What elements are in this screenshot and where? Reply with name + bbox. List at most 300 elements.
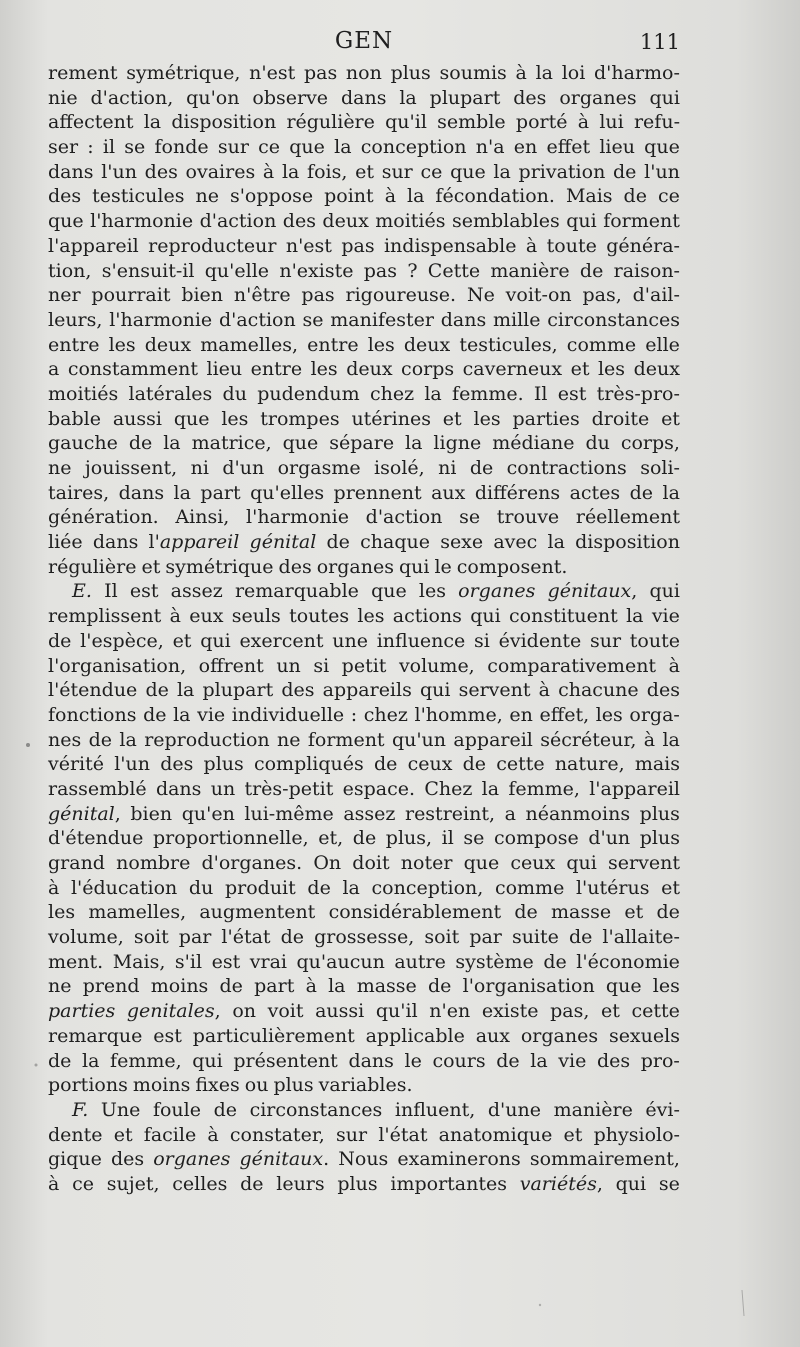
- word: se: [459, 506, 481, 529]
- word: qu'aucun: [296, 950, 385, 973]
- word: système: [455, 950, 534, 973]
- word: privation: [518, 160, 606, 183]
- word: grossesse,: [314, 926, 415, 949]
- word: lieu: [206, 358, 243, 381]
- body-text: [48, 61, 680, 1197]
- word: compose: [494, 827, 579, 850]
- word: trompes: [260, 407, 340, 430]
- word: de: [280, 926, 305, 949]
- word: sécréteur,: [540, 728, 637, 751]
- word: dans: [155, 777, 202, 800]
- word: pas,: [582, 284, 622, 307]
- word: [72, 1098, 88, 1123]
- word: bable: [48, 407, 101, 430]
- word: ser: [48, 136, 79, 159]
- word: que: [463, 852, 500, 874]
- word: n'existe: [279, 259, 354, 282]
- italic-text: E.: [72, 580, 92, 603]
- speck: [35, 1064, 38, 1067]
- word: mille: [492, 308, 541, 331]
- word: les: [357, 605, 385, 628]
- word: d'une: [487, 1098, 541, 1121]
- word: organes: [559, 86, 637, 109]
- word: la: [405, 432, 423, 455]
- word: plus,: [385, 827, 433, 850]
- word: effet: [546, 136, 591, 159]
- word: très-pro-: [596, 382, 680, 405]
- word: constamment: [67, 358, 199, 381]
- word: ne: [48, 975, 72, 998]
- word: se: [658, 1172, 680, 1195]
- word: grand: [48, 852, 105, 874]
- word: l'espèce,: [80, 629, 164, 652]
- word: masse: [356, 975, 417, 998]
- text-line: [48, 209, 680, 234]
- word: est: [557, 382, 587, 405]
- word: trouve: [496, 506, 560, 529]
- text-line: [48, 950, 680, 975]
- word: et: [661, 876, 680, 899]
- word: le: [434, 555, 452, 578]
- word: ceux: [407, 753, 453, 776]
- word: et: [661, 407, 680, 430]
- word: applicable: [365, 1024, 465, 1047]
- word: d'action: [218, 308, 296, 331]
- word: qu'en: [181, 802, 235, 825]
- word: pas: [341, 234, 375, 257]
- word: cette: [496, 753, 545, 776]
- word: constituent: [509, 605, 618, 628]
- word: qu'il: [375, 1000, 418, 1023]
- word: n'a: [475, 136, 505, 159]
- word: cours: [432, 1049, 486, 1072]
- italic-text: génitaux: [239, 1148, 324, 1171]
- word: la: [535, 62, 553, 84]
- word: utérines: [351, 407, 431, 430]
- word: dans: [348, 1049, 394, 1072]
- word: [72, 579, 92, 604]
- word: produit: [224, 876, 296, 899]
- word: l'harmonie: [246, 506, 349, 529]
- word: ligne: [433, 432, 482, 455]
- text-line: [48, 530, 680, 555]
- word: taires,: [48, 481, 110, 504]
- word: droite: [591, 407, 650, 430]
- word: Cette: [427, 259, 481, 282]
- word: chez: [369, 382, 415, 405]
- word: Il: [533, 382, 548, 405]
- word: que: [282, 432, 319, 455]
- word: dans: [118, 481, 165, 504]
- word: restreint,: [404, 802, 496, 825]
- word: d'un: [222, 457, 265, 479]
- word: vie: [558, 1049, 587, 1072]
- word: la: [662, 728, 680, 751]
- word: comparativement: [487, 654, 657, 677]
- word: de: [219, 975, 243, 998]
- word: lui: [599, 111, 624, 134]
- word: pourrait: [91, 284, 171, 307]
- word: se: [302, 308, 324, 331]
- word: de: [352, 827, 377, 850]
- word: que: [644, 136, 680, 159]
- word: [250, 530, 317, 555]
- word: se: [463, 827, 485, 850]
- word: et: [563, 1123, 583, 1146]
- word: dente: [48, 1123, 103, 1146]
- word: dans: [440, 308, 487, 331]
- word: en: [509, 703, 533, 726]
- word: soit: [424, 926, 460, 949]
- word: sur: [589, 629, 622, 652]
- word: de: [428, 975, 452, 998]
- text-line: [48, 283, 680, 308]
- word: doit: [352, 852, 390, 874]
- word: d'organes.: [201, 852, 303, 874]
- word: nature,: [554, 753, 625, 776]
- word: particulièrement: [192, 1024, 355, 1047]
- word: jouissent,: [84, 457, 178, 479]
- word: à: [48, 876, 60, 899]
- word: très-petit: [244, 777, 334, 800]
- word: de: [462, 753, 487, 776]
- word: soumis: [439, 62, 507, 84]
- word: à: [577, 111, 590, 134]
- speck: [539, 1304, 541, 1306]
- word: femme,: [110, 1049, 182, 1072]
- word: en: [513, 136, 538, 159]
- word: appareil: [453, 728, 533, 751]
- word: régulière: [286, 111, 375, 134]
- word: que: [371, 580, 407, 603]
- word: noter: [400, 852, 453, 874]
- word: moitiés: [48, 382, 119, 405]
- word: caverneux: [462, 358, 563, 381]
- word: de: [623, 185, 647, 208]
- word: comme: [566, 333, 637, 356]
- word: sujet,: [106, 1172, 160, 1195]
- word: semble: [437, 111, 506, 134]
- word: de: [48, 629, 72, 652]
- word: toute: [546, 234, 597, 257]
- word: si: [313, 654, 330, 677]
- word: à: [668, 654, 680, 677]
- word: l'allaite-: [602, 926, 680, 949]
- word: moins: [132, 1074, 191, 1097]
- word: offrent: [198, 654, 264, 677]
- text-line: [48, 135, 680, 160]
- word: dans: [92, 531, 139, 554]
- word: est: [153, 1024, 182, 1047]
- word: physiolo-: [593, 1123, 680, 1146]
- word: rigoureuse.: [345, 284, 457, 307]
- word: du: [222, 382, 247, 405]
- word: orga-: [629, 703, 680, 726]
- word: fonde: [154, 136, 209, 159]
- word: mamelles,: [88, 901, 187, 924]
- word: qui: [615, 1172, 647, 1195]
- word: autre: [394, 950, 446, 973]
- word: influent,: [394, 1098, 476, 1121]
- word: les: [597, 358, 626, 381]
- word: porté: [515, 111, 568, 134]
- text-line: [48, 752, 680, 777]
- word: anatomique: [438, 1123, 553, 1146]
- word: qu'un: [391, 728, 447, 751]
- word: seuls: [231, 605, 281, 628]
- word: ni: [438, 457, 457, 479]
- text-line: [48, 777, 680, 802]
- word: de: [240, 1172, 264, 1195]
- word: et: [141, 555, 161, 578]
- word: soli-: [640, 457, 680, 479]
- word: la: [82, 1049, 100, 1072]
- word: de: [307, 876, 331, 899]
- word: s'il: [174, 950, 203, 973]
- word: est: [129, 580, 159, 603]
- word: circonstances: [547, 308, 680, 331]
- word: des: [48, 185, 82, 208]
- word: assez: [170, 580, 223, 603]
- word: petit: [341, 654, 387, 677]
- word: individuelle: [231, 703, 345, 726]
- word: la: [119, 728, 137, 751]
- word: prend: [82, 975, 140, 998]
- word: que: [173, 407, 210, 430]
- word: augmentent: [199, 901, 316, 924]
- word: s'ensuit-il: [101, 259, 195, 282]
- word: pro-: [640, 1049, 680, 1072]
- word: la: [493, 160, 511, 183]
- word: pas: [303, 62, 338, 84]
- text-line: [48, 407, 680, 432]
- word: la: [176, 679, 195, 702]
- word: de: [656, 901, 680, 924]
- word: et: [355, 160, 374, 183]
- word: moitiés: [375, 210, 446, 233]
- word: On: [313, 852, 342, 874]
- word: deux: [403, 333, 451, 356]
- word: leurs: [276, 1172, 325, 1195]
- word: part: [254, 975, 295, 998]
- word: et,: [318, 827, 344, 850]
- word: de: [629, 481, 654, 504]
- word: sur: [381, 160, 413, 183]
- word: entre: [48, 333, 100, 356]
- word: chaque: [360, 531, 430, 554]
- word: ou: [244, 1074, 269, 1097]
- word: à: [643, 728, 656, 751]
- word: semblables: [451, 210, 560, 233]
- word: est: [211, 950, 241, 973]
- word: actes: [569, 481, 621, 504]
- word: on: [232, 1000, 256, 1023]
- word: aussi: [315, 1000, 365, 1023]
- word: Ainsi,: [175, 506, 230, 529]
- word: les: [418, 580, 446, 603]
- word: aux: [431, 481, 466, 504]
- word: et: [624, 901, 644, 924]
- word: nie: [48, 86, 78, 109]
- word: d'action,: [90, 86, 174, 109]
- word: néanmoins: [525, 802, 631, 825]
- word: manière: [490, 259, 570, 282]
- word: mamelles,: [200, 333, 299, 356]
- text-line: [48, 160, 680, 185]
- word: effet,: [539, 703, 590, 726]
- text-line: [48, 259, 680, 284]
- word: eux: [189, 605, 224, 628]
- word: génitaux,: [547, 580, 638, 603]
- word: vrai: [249, 950, 287, 973]
- word: [48, 999, 115, 1024]
- word: d'ail-: [632, 284, 680, 307]
- word: a: [504, 802, 516, 825]
- word: régulière: [48, 555, 137, 578]
- word: l'étendue: [48, 679, 138, 702]
- word: la: [334, 136, 352, 159]
- word: l'utérus: [575, 876, 650, 899]
- word: fixes: [195, 1074, 240, 1097]
- word: symétrique,: [126, 62, 241, 84]
- word: forment: [307, 728, 385, 751]
- word: des: [110, 1148, 145, 1171]
- word: facile: [143, 1123, 197, 1146]
- word: pas: [301, 284, 335, 307]
- word: la: [626, 605, 644, 628]
- word: avec: [493, 531, 538, 554]
- word: lieu: [599, 136, 635, 159]
- word: [458, 579, 535, 604]
- word: qui: [398, 555, 430, 578]
- word: du: [585, 432, 610, 455]
- word: servent: [458, 679, 531, 702]
- word: à: [515, 62, 527, 84]
- word: toutes: [289, 605, 350, 628]
- word: comme: [494, 876, 565, 899]
- word: raison-: [613, 259, 680, 282]
- word: leurs,: [48, 308, 103, 331]
- text-line: [48, 1123, 680, 1148]
- word: des: [513, 86, 547, 109]
- word: compliqués: [253, 753, 364, 776]
- word: bien: [181, 284, 224, 307]
- word: de: [579, 259, 604, 282]
- text-line: [48, 654, 680, 679]
- word: de: [373, 753, 398, 776]
- word: sur: [217, 136, 249, 159]
- word: testicules,: [459, 333, 558, 356]
- word: qui: [192, 1049, 223, 1072]
- word: dans: [340, 86, 387, 109]
- word: influence: [376, 629, 466, 652]
- italic-text: variétés: [519, 1172, 597, 1195]
- italic-text: organes: [153, 1148, 231, 1171]
- word: sur: [336, 1123, 368, 1146]
- word: de: [143, 703, 167, 726]
- word: génitaux.: [239, 1148, 330, 1171]
- text-line: [48, 678, 680, 703]
- word: testicules: [92, 185, 185, 208]
- word: rement: [48, 62, 118, 84]
- word: Mais,: [112, 950, 166, 973]
- word: vie: [651, 605, 680, 628]
- word: cette: [631, 1000, 680, 1023]
- word: à: [48, 1172, 60, 1195]
- word: espace.: [342, 777, 416, 800]
- text-line: [48, 1049, 680, 1074]
- text-line: [48, 876, 680, 901]
- word: loi: [561, 62, 586, 84]
- word: liée: [48, 531, 83, 554]
- word: Ne: [466, 284, 495, 307]
- word: indispensable: [383, 234, 517, 257]
- word: disposition: [171, 111, 277, 134]
- word: elle: [645, 333, 680, 356]
- word: que: [605, 975, 642, 998]
- word: n'en: [429, 1000, 471, 1023]
- word: la: [530, 1049, 548, 1072]
- word: deux: [346, 358, 393, 381]
- italic-text: génital: [249, 531, 317, 554]
- word: qu'elles: [250, 481, 325, 504]
- word: les: [367, 333, 395, 356]
- word: s'oppose: [229, 185, 314, 208]
- word: il: [441, 827, 454, 850]
- word: deux: [633, 358, 680, 381]
- word: que: [48, 210, 84, 233]
- word: des: [596, 1049, 631, 1072]
- text-line: [48, 579, 680, 604]
- word: entre: [250, 358, 303, 381]
- word: l'état: [221, 926, 271, 949]
- word: l'harmonie: [109, 308, 213, 331]
- word: qui: [566, 852, 597, 874]
- italic-text: appareil: [159, 531, 240, 554]
- word: moins: [150, 975, 209, 998]
- word: composent.: [456, 555, 568, 578]
- word: l'économie: [576, 950, 680, 973]
- word: existe: [481, 1000, 539, 1023]
- word: constater,: [229, 1123, 325, 1146]
- word: plus: [639, 827, 680, 850]
- word: reproducteur: [148, 234, 277, 257]
- word: les: [473, 407, 501, 430]
- text-line: [48, 851, 680, 876]
- word: d'action: [365, 506, 443, 529]
- word: Nous: [338, 1148, 389, 1171]
- word: les: [108, 333, 136, 356]
- speck: [742, 1290, 744, 1316]
- word: suite: [511, 926, 559, 949]
- word: soit: [133, 926, 169, 949]
- word: présentent: [233, 1049, 338, 1072]
- word: aussi: [112, 407, 162, 430]
- page-header: [48, 28, 680, 62]
- word: point: [324, 185, 374, 208]
- word: la: [173, 703, 191, 726]
- word: chez: [363, 703, 408, 726]
- word: circonstances: [249, 1098, 383, 1121]
- word: plus: [203, 753, 244, 776]
- word: la: [342, 876, 360, 899]
- word: l'appareil: [48, 234, 139, 257]
- word: n'est: [249, 62, 296, 84]
- text-line: [48, 1024, 680, 1049]
- word: de: [326, 531, 350, 554]
- word: il: [102, 136, 116, 159]
- text-line: [48, 802, 680, 827]
